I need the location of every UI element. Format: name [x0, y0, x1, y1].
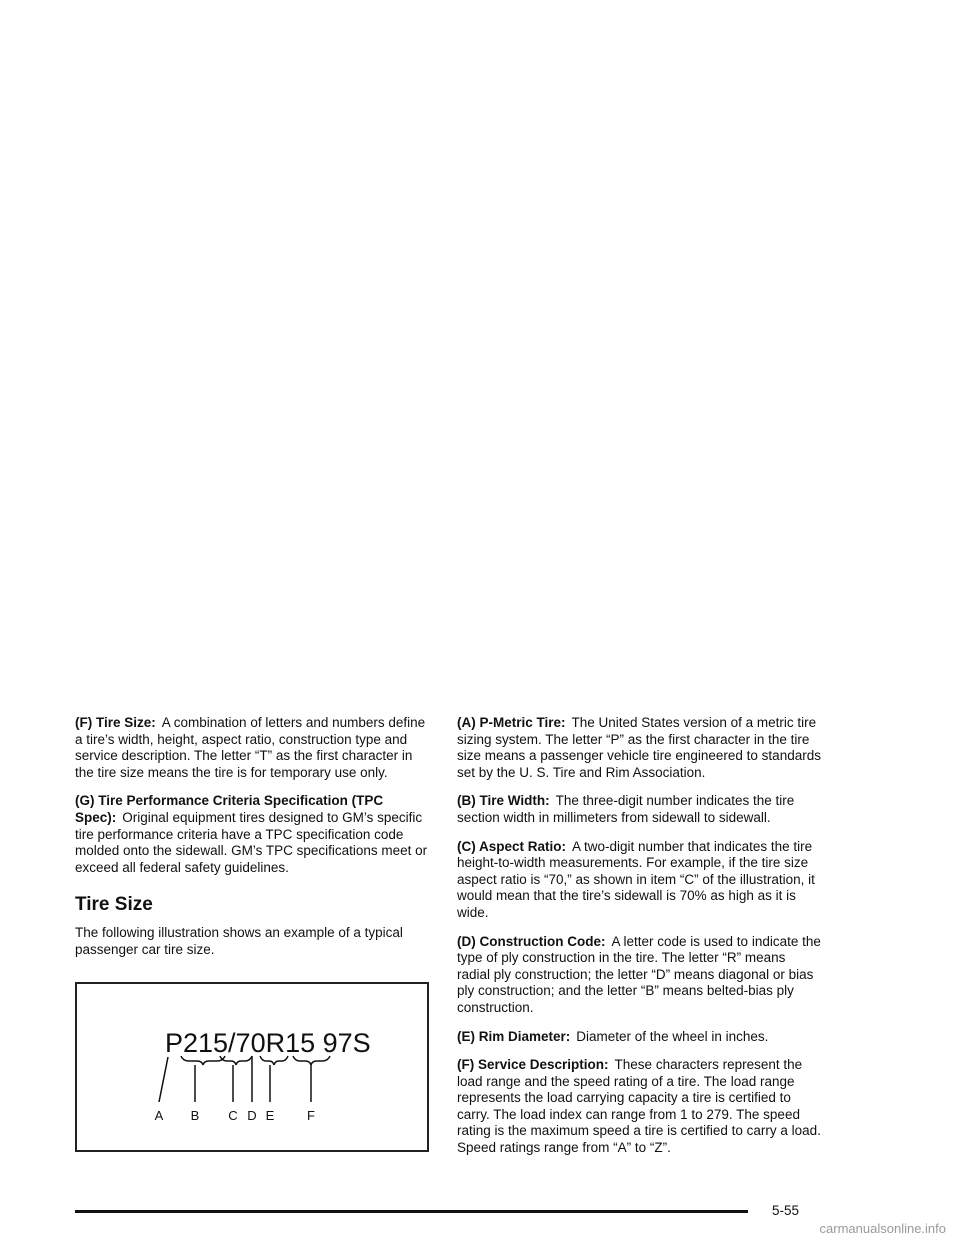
term-tpc-spec: (G) Tire Performance Criteria Specification (TPC Spec):	[75, 793, 384, 825]
term-service-description: (F) Service Description:	[457, 1057, 609, 1073]
paragraph-illustration-intro: The following illustration shows an example of a typical passenger car tire size.	[75, 925, 403, 957]
term-p-metric: (A) P-Metric Tire:	[457, 715, 566, 730]
tire-code-text: P215/70R15 97S	[165, 1028, 371, 1058]
definition-tire-width: The three-digit number indicates the tire section width in millimeters from sidewall to sidewall.	[457, 793, 795, 825]
paragraph-service-description	[457, 1057, 822, 1157]
paragraph-tire-size-definition	[75, 715, 433, 781]
paragraph-construction-code	[457, 934, 822, 1017]
term-tire-width: (B) Tire Width:	[457, 793, 550, 809]
definition-aspect-ratio: A two-digit number that indicates the tire height-to-width measurements. For example, if the tire size aspect ratio is “70,” as shown in item “C” of the illustration, it would mean that the tire’s sidewall is 70% as high as it is wide.	[457, 838, 815, 920]
paragraph-p-metric	[457, 715, 822, 781]
label-e: E	[265, 1108, 275, 1123]
section-heading-tire-size: Tire Size	[75, 894, 153, 916]
definition-tire-size: A combination of letters and numbers define a tire’s width, height, aspect ratio, construction type and service description. The letter “T” as the first character in the tire size means the tire is for temporary use only.	[75, 715, 426, 780]
page-number: 5-55	[772, 1203, 800, 1218]
label-c: C	[228, 1108, 238, 1123]
term-tire-size: (F) Tire Size:	[75, 715, 156, 730]
left-column	[75, 715, 433, 971]
definition-rim-diameter: Diameter of the wheel in inches.	[576, 1028, 769, 1044]
definition-p-metric: The United States version of a metric tire sizing system. The letter “P” as the first character in the tire size means a passenger vehicle tire engineered to standards set by the U. S. Tire and Rim Association.	[457, 715, 821, 780]
label-a: A	[154, 1108, 164, 1123]
paragraph-tpc-spec	[75, 793, 433, 876]
definition-tpc-spec: Original equipment tires designed to GM’s specific tire performance criteria have a TPC specification code molded onto the sidewall. GM’s TPC specifications meet or exceed all federal safety guidelines.	[75, 809, 428, 875]
right-column	[457, 715, 822, 1169]
label-f: F	[307, 1108, 315, 1123]
label-d: D	[247, 1108, 257, 1123]
paragraph-rim-diameter	[457, 1029, 822, 1046]
definition-service-description: These characters represent the load range and the speed rating of a tire. The load range represents the load carrying capacity a tire is certified to carry. The load index can range from 1 to 279. The speed rating is the maximum speed a tire is certified to carry a load. Speed ratings range from “A” to “Z”.	[457, 1057, 821, 1156]
footer-rule	[75, 1210, 748, 1213]
watermark: carmanualsonline.info	[819, 1221, 946, 1236]
tire-size-diagram	[77, 984, 427, 1150]
paragraph-aspect-ratio	[457, 839, 822, 922]
leader-a	[159, 1057, 168, 1102]
term-rim-diameter: (E) Rim Diameter:	[457, 1028, 571, 1044]
term-construction-code: (D) Construction Code:	[457, 933, 606, 949]
label-b: B	[190, 1108, 200, 1123]
tire-size-illustration	[75, 982, 429, 1152]
paragraph-tire-width	[457, 793, 822, 826]
definition-construction-code: A letter code is used to indicate the type of ply construction in the tire. The letter “R” means radial ply construction; the letter “D” means diagonal or bias ply construction; and the letter “B” means belted-bias ply construction.	[457, 933, 821, 1015]
term-aspect-ratio: (C) Aspect Ratio:	[457, 838, 567, 854]
